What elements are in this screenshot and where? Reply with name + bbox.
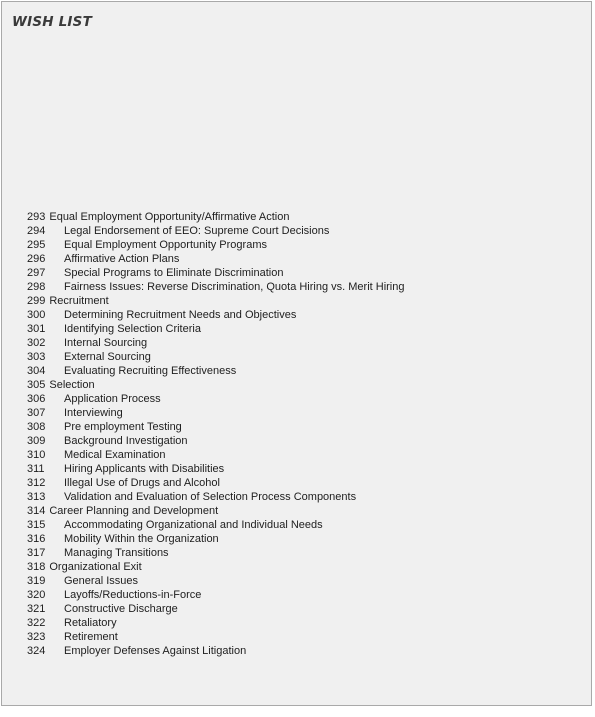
- topic-number: 297: [27, 267, 46, 279]
- topic-item-row: [27, 532, 405, 546]
- topic-number: 320: [27, 589, 46, 601]
- topic-label: Recruitment: [49, 295, 109, 307]
- topic-label: Mobility Within the Organization: [64, 533, 219, 545]
- topic-number: 294: [27, 225, 46, 237]
- topic-item-row: [27, 266, 405, 280]
- topic-label: Managing Transitions: [64, 547, 169, 559]
- topic-label: Validation and Evaluation of Selection Process Components: [64, 491, 357, 503]
- topic-item-row: [27, 406, 405, 420]
- topic-section-row: [27, 294, 405, 308]
- topic-label: Background Investigation: [64, 435, 188, 447]
- topic-item-row: [27, 588, 405, 602]
- topic-item-row: [27, 350, 405, 364]
- topic-section-row: [27, 210, 405, 224]
- topic-label: Determining Recruitment Needs and Objectives: [64, 309, 297, 321]
- topic-item-row: [27, 322, 405, 336]
- topic-item-row: [27, 364, 405, 378]
- topic-item-row: [27, 420, 405, 434]
- topic-item-row: [27, 252, 405, 266]
- topic-number: 296: [27, 253, 46, 265]
- topic-number: 324: [27, 645, 46, 657]
- topic-list: [27, 210, 405, 658]
- topic-label: Legal Endorsement of EEO: Supreme Court Decisions: [64, 225, 330, 237]
- topic-label: Retaliatory: [64, 617, 117, 629]
- topic-item-row: [27, 616, 405, 630]
- topic-label: Employer Defenses Against Litigation: [64, 645, 247, 657]
- topic-label: External Sourcing: [64, 351, 151, 363]
- topic-number: 321: [27, 603, 46, 615]
- topic-item-row: [27, 308, 405, 322]
- topic-number: 303: [27, 351, 46, 363]
- topic-label: General Issues: [64, 575, 138, 587]
- topic-section-row: [27, 560, 405, 574]
- topic-number: 318: [27, 561, 46, 573]
- panel-title: WISH LIST: [12, 14, 92, 30]
- topic-label: Organizational Exit: [49, 561, 142, 573]
- topic-label: Selection: [49, 379, 95, 391]
- topic-label: Illegal Use of Drugs and Alcohol: [64, 477, 220, 489]
- topic-item-row: [27, 602, 405, 616]
- topic-number: 319: [27, 575, 46, 587]
- topic-label: Pre employment Testing: [64, 421, 182, 433]
- topic-number: 304: [27, 365, 46, 377]
- topic-label: Hiring Applicants with Disabilities: [64, 463, 225, 475]
- topic-item-row: [27, 644, 405, 658]
- topic-item-row: [27, 434, 405, 448]
- topic-number: 323: [27, 631, 46, 643]
- topic-item-row: [27, 546, 405, 560]
- topic-number: 314: [27, 505, 46, 517]
- topic-number: 293: [27, 211, 46, 223]
- topic-item-row: [27, 462, 405, 476]
- topic-label: Career Planning and Development: [49, 505, 219, 517]
- topic-number: 301: [27, 323, 46, 335]
- topic-label: Equal Employment Opportunity/Affirmative Action: [49, 211, 290, 223]
- topic-item-row: [27, 238, 405, 252]
- topic-number: 295: [27, 239, 46, 251]
- topic-item-row: [27, 448, 405, 462]
- topic-number: 299: [27, 295, 46, 307]
- topic-number: 302: [27, 337, 46, 349]
- topic-section-row: [27, 504, 405, 518]
- topic-label: Constructive Discharge: [64, 603, 178, 615]
- topic-label: Interviewing: [64, 407, 123, 419]
- topic-item-row: [27, 630, 405, 644]
- topic-label: Fairness Issues: Reverse Discrimination, Quota Hiring vs. Merit Hiring: [64, 281, 405, 293]
- topic-number: 307: [27, 407, 46, 419]
- wish-list-panel: [1, 1, 592, 706]
- topic-item-row: [27, 476, 405, 490]
- topic-item-row: [27, 280, 405, 294]
- topic-label: Identifying Selection Criteria: [64, 323, 201, 335]
- topic-section-row: [27, 378, 405, 392]
- topic-item-row: [27, 574, 405, 588]
- topic-number: 316: [27, 533, 46, 545]
- topic-item-row: [27, 336, 405, 350]
- topic-label: Internal Sourcing: [64, 337, 148, 349]
- topic-label: Evaluating Recruiting Effectiveness: [64, 365, 237, 377]
- topic-label: Application Process: [64, 393, 161, 405]
- topic-label: Accommodating Organizational and Individual Needs: [64, 519, 323, 531]
- topic-label: Special Programs to Eliminate Discrimination: [64, 267, 284, 279]
- topic-label: Medical Examination: [64, 449, 166, 461]
- topic-number: 315: [27, 519, 46, 531]
- topic-number: 317: [27, 547, 46, 559]
- topic-number: 306: [27, 393, 46, 405]
- topic-number: 308: [27, 421, 46, 433]
- topic-number: 311: [27, 463, 45, 475]
- topic-number: 312: [27, 477, 46, 489]
- topic-number: 300: [27, 309, 46, 321]
- topic-number: 322: [27, 617, 46, 629]
- topic-label: Equal Employment Opportunity Programs: [64, 239, 267, 251]
- topic-number: 309: [27, 435, 46, 447]
- topic-label: Affirmative Action Plans: [64, 253, 180, 265]
- topic-number: 313: [27, 491, 46, 503]
- topic-label: Retirement: [64, 631, 118, 643]
- topic-item-row: [27, 224, 405, 238]
- topic-item-row: [27, 490, 405, 504]
- topic-item-row: [27, 392, 405, 406]
- topic-label: Layoffs/Reductions-in-Force: [64, 589, 202, 601]
- topic-number: 298: [27, 281, 46, 293]
- topic-number: 305: [27, 379, 46, 391]
- topic-number: 310: [27, 449, 46, 461]
- topic-item-row: [27, 518, 405, 532]
